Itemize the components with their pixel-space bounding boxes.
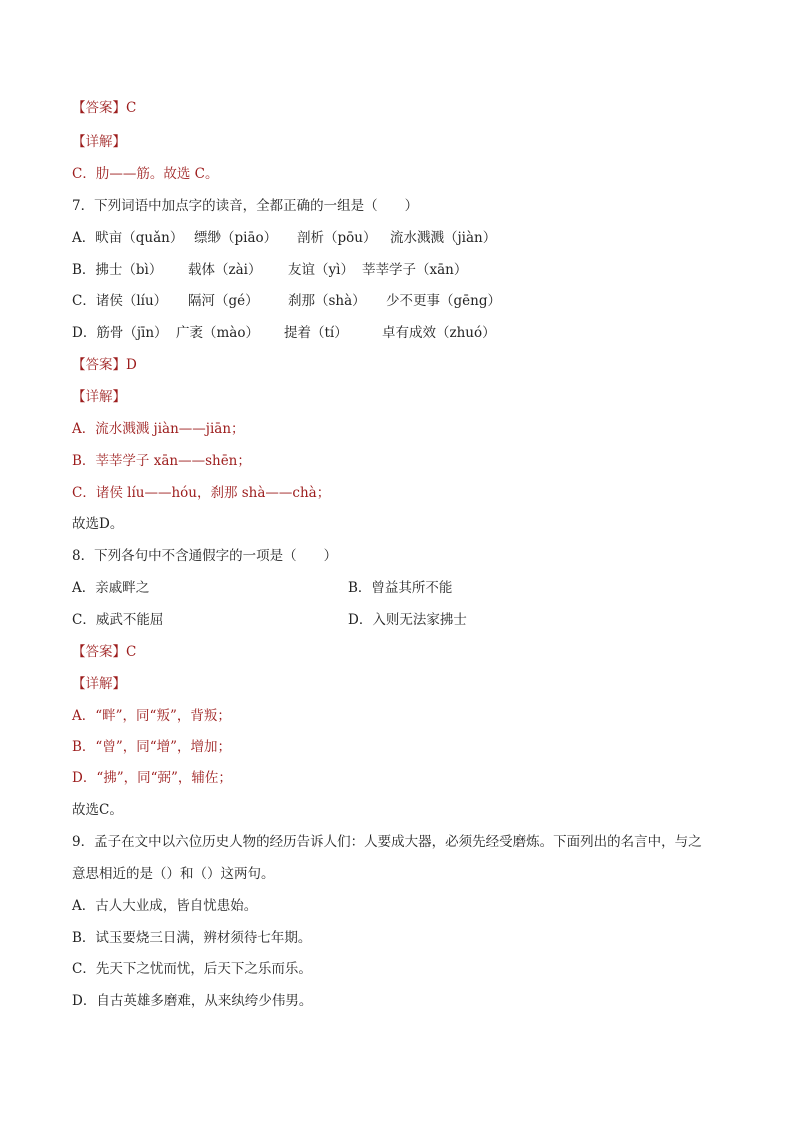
q8-option-c: C．威武不能屈 bbox=[72, 612, 164, 628]
q7-option-a-part-1: A．畎亩（quǎn） bbox=[72, 230, 184, 246]
q9-option-a: A．古人大业成，皆自忧患始。 bbox=[72, 898, 258, 914]
q7-option-c-part-2: 隔河（gé） bbox=[188, 293, 259, 309]
q7-option-b-part-1: B．拂士（bì） bbox=[72, 262, 163, 278]
q8-option-b: B．曾益其所不能 bbox=[348, 580, 453, 596]
q8-explanation-1: A．“畔”，同“叛”，背叛； bbox=[72, 708, 231, 724]
answer-value: C bbox=[126, 644, 137, 660]
q8-option-d: D．入则无法家拂士 bbox=[348, 612, 467, 628]
q7-stem: 7．下列词语中加点字的读音，全都正确的一组是（ ） bbox=[72, 198, 419, 214]
q7-explanation-2: B．莘莘学子 xān——shēn； bbox=[72, 453, 251, 469]
q8-conclusion: 故选C。 bbox=[72, 802, 123, 818]
q7-option-d-part-1: D．筋骨（jīn） bbox=[72, 325, 168, 341]
q7-option-a-part-2: 缥缈（piāo） bbox=[194, 230, 278, 246]
q6-answer bbox=[72, 98, 136, 118]
q8-detail-tag: 【详解】 bbox=[72, 676, 126, 692]
q7-option-c-part-3: 刹那（shà） bbox=[288, 293, 366, 309]
q7-answer bbox=[72, 355, 137, 375]
q7-option-c bbox=[72, 291, 712, 311]
q7-conclusion: 故选D。 bbox=[72, 516, 124, 532]
q8-answer bbox=[72, 642, 136, 662]
answer-tag: 【答案】 bbox=[72, 644, 126, 660]
q8-explanation-2: B．“曾”，同“增”，增加； bbox=[72, 739, 232, 755]
answer-value: C bbox=[126, 100, 137, 116]
q7-option-b bbox=[72, 260, 712, 280]
q6-explanation-1: C．肋——筋。故选 C。 bbox=[72, 166, 219, 182]
answer-value: D bbox=[126, 357, 137, 373]
q9-stem-line-1: 9．孟子在文中以六位历史人物的经历告诉人们：人要成大器，必须先经受磨炼。下面列出的名言中，与之 bbox=[72, 834, 702, 850]
q7-option-b-part-4: 莘莘学子（xān） bbox=[362, 262, 468, 278]
q7-option-d bbox=[72, 323, 712, 343]
q8-options-row-1 bbox=[72, 578, 712, 598]
q7-option-a-part-4: 流水溅溅（jiàn） bbox=[390, 230, 497, 246]
q7-option-d-part-4: 卓有成效（zhuó） bbox=[382, 325, 496, 341]
q7-explanation-1: A．流水溅溅 jiàn——jiān； bbox=[72, 421, 245, 437]
q9-option-c: C．先天下之忧而忧，后天下之乐而乐。 bbox=[72, 961, 312, 977]
q8-stem: 8．下列各句中不含通假字的一项是（ ） bbox=[72, 548, 338, 564]
q7-option-a bbox=[72, 228, 712, 248]
q7-option-c-part-1: C．诸侯（líu） bbox=[72, 293, 168, 309]
q9-stem-line-2: 意思相近的是（）和（）这两句。 bbox=[72, 866, 275, 882]
q7-option-d-part-2: 广袤（mào） bbox=[176, 325, 259, 341]
q7-explanation-3: C．诸侯 líu——hóu，刹那 shà——chà； bbox=[72, 485, 331, 501]
q7-option-c-part-4: 少不更事（gēng） bbox=[386, 293, 501, 309]
q7-option-d-part-3: 提着（tí） bbox=[284, 325, 348, 341]
q9-option-b: B．试玉要烧三日满，辨材须待七年期。 bbox=[72, 930, 312, 946]
q8-option-a: A．亲戚畔之 bbox=[72, 580, 150, 596]
q7-option-a-part-3: 剖析（pōu） bbox=[297, 230, 377, 246]
q6-detail-tag: 【详解】 bbox=[72, 134, 126, 150]
answer-tag: 【答案】 bbox=[72, 357, 126, 373]
q7-detail-tag: 【详解】 bbox=[72, 389, 126, 405]
q8-explanation-3: D．“拂”，同“弼”，辅佐； bbox=[72, 770, 232, 786]
answer-tag: 【答案】 bbox=[72, 100, 126, 116]
q8-options-row-2 bbox=[72, 610, 712, 630]
q7-option-b-part-2: 载体（zài） bbox=[188, 262, 262, 278]
q9-option-d: D．自古英雄多磨难，从来纨绔少伟男。 bbox=[72, 993, 313, 1009]
q7-option-b-part-3: 友谊（yì） bbox=[288, 262, 354, 278]
